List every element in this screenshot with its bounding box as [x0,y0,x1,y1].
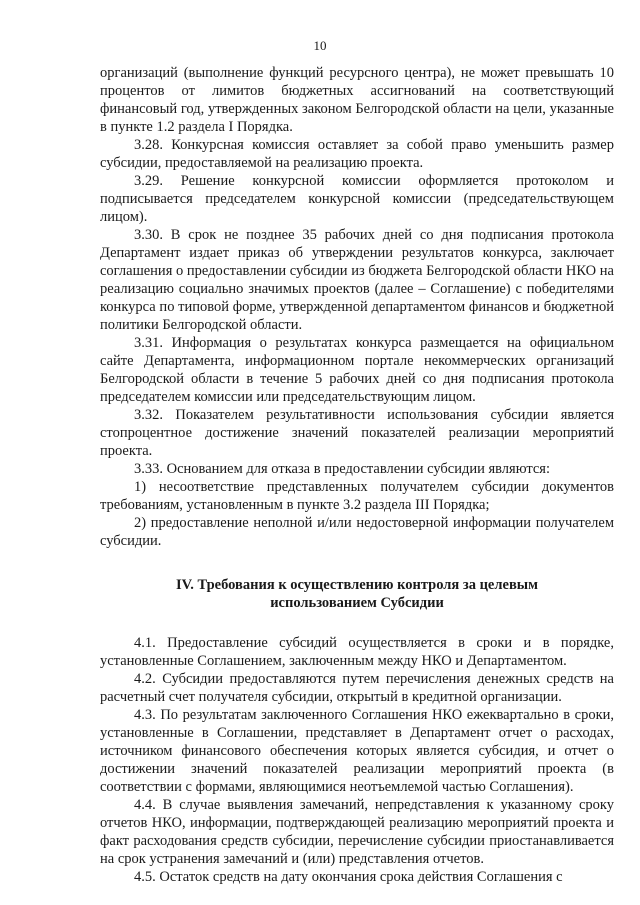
document-body [100,64,614,886]
section-heading-line-1: IV. Требования к осуществлению контроля за целевым [176,577,538,593]
paragraph-3-31: 3.31. Информация о результатах конкурса размещается на официальном сайте Департамента, информационном портале некоммерческих организаций Белгородской области в течение 5 рабочих дней со дня подписания протокола председателем комиссии или председательствующим лицом. [100,335,614,405]
paragraph-3-28: 3.28. Конкурсная комиссия оставляет за собой право уменьшить размер субсидии, предоставляемой на реализацию проекта. [100,137,614,171]
section-heading-line-2: использованием Субсидии [270,595,444,611]
paragraph-4-3: 4.3. По результатам заключенного Соглашения НКО ежеквартально в сроки, установленные в Соглашении, представляет в Департамент отчет о расходах, источником финансового обеспечения которых является субсидия, и отчет о достижении значений показателей реализации мероприятий проекта (в соответствии с формами, являющимися неотъемлемой частью Соглашения). [100,707,614,795]
paragraph-4-2: 4.2. Субсидии предоставляются путем перечисления денежных средств на расчетный счет получателя субсидии, открытый в кредитной организации. [100,671,614,705]
page-number: 10 [313,38,327,53]
paragraph-4-1: 4.1. Предоставление субсидий осуществляется в сроки и в порядке, установленные Соглашением, заключенным между НКО и Департаментом. [100,635,614,669]
paragraph-4-5: 4.5. Остаток средств на дату окончания срока действия Соглашения с [134,869,563,885]
section-heading [100,576,614,612]
paragraph-3-29: 3.29. Решение конкурсной комиссии оформляется протоколом и подписывается председателем конкурсной комиссии (председательствующем лицом). [100,173,614,225]
paragraph-3-33-item-1: 1) несоответствие представленных получателем субсидии документов требованиям, установленным в пункте 3.2 раздела III Порядка; [100,479,614,513]
paragraph-3-30: 3.30. В срок не позднее 35 рабочих дней со дня подписания протокола Департамент издает приказ об утверждении результатов конкурса, заключает соглашения о предоставлении субсидии из бюджета Белгородской области НКО на реализацию социально значимых проектов (далее – Соглашение) с победителями конкурса по типовой форме, утвержденной департаментом финансов и бюджетной политики Белгородской области. [100,227,614,333]
paragraph-4-4: 4.4. В случае выявления замечаний, непредставления к указанному сроку отчетов НКО, информации, подтверждающей реализацию мероприятий проекта и факт расходования средств субсидии, перечисление субсидии приостанавливается на срок устранения замечаний и (или) представления отчетов. [100,797,614,867]
paragraph-3-33-item-2: 2) предоставление неполной и/или недостоверной информации получателем субсидии. [100,515,614,549]
paragraph-3-32: 3.32. Показателем результативности использования субсидии является стопроцентное достижение значений показателей реализации мероприятий проекта. [100,407,614,459]
paragraph-continuation: организаций (выполнение функций ресурсного центра), не может превышать 10 процентов от лимитов бюджетных ассигнований на соответствующий финансовый год, утвержденных законом Белгородской области на цели, указанные в пункте 1.2 раздела I Порядка. [100,65,614,135]
paragraph-3-33: 3.33. Основанием для отказа в предоставлении субсидии являются: [134,461,550,477]
